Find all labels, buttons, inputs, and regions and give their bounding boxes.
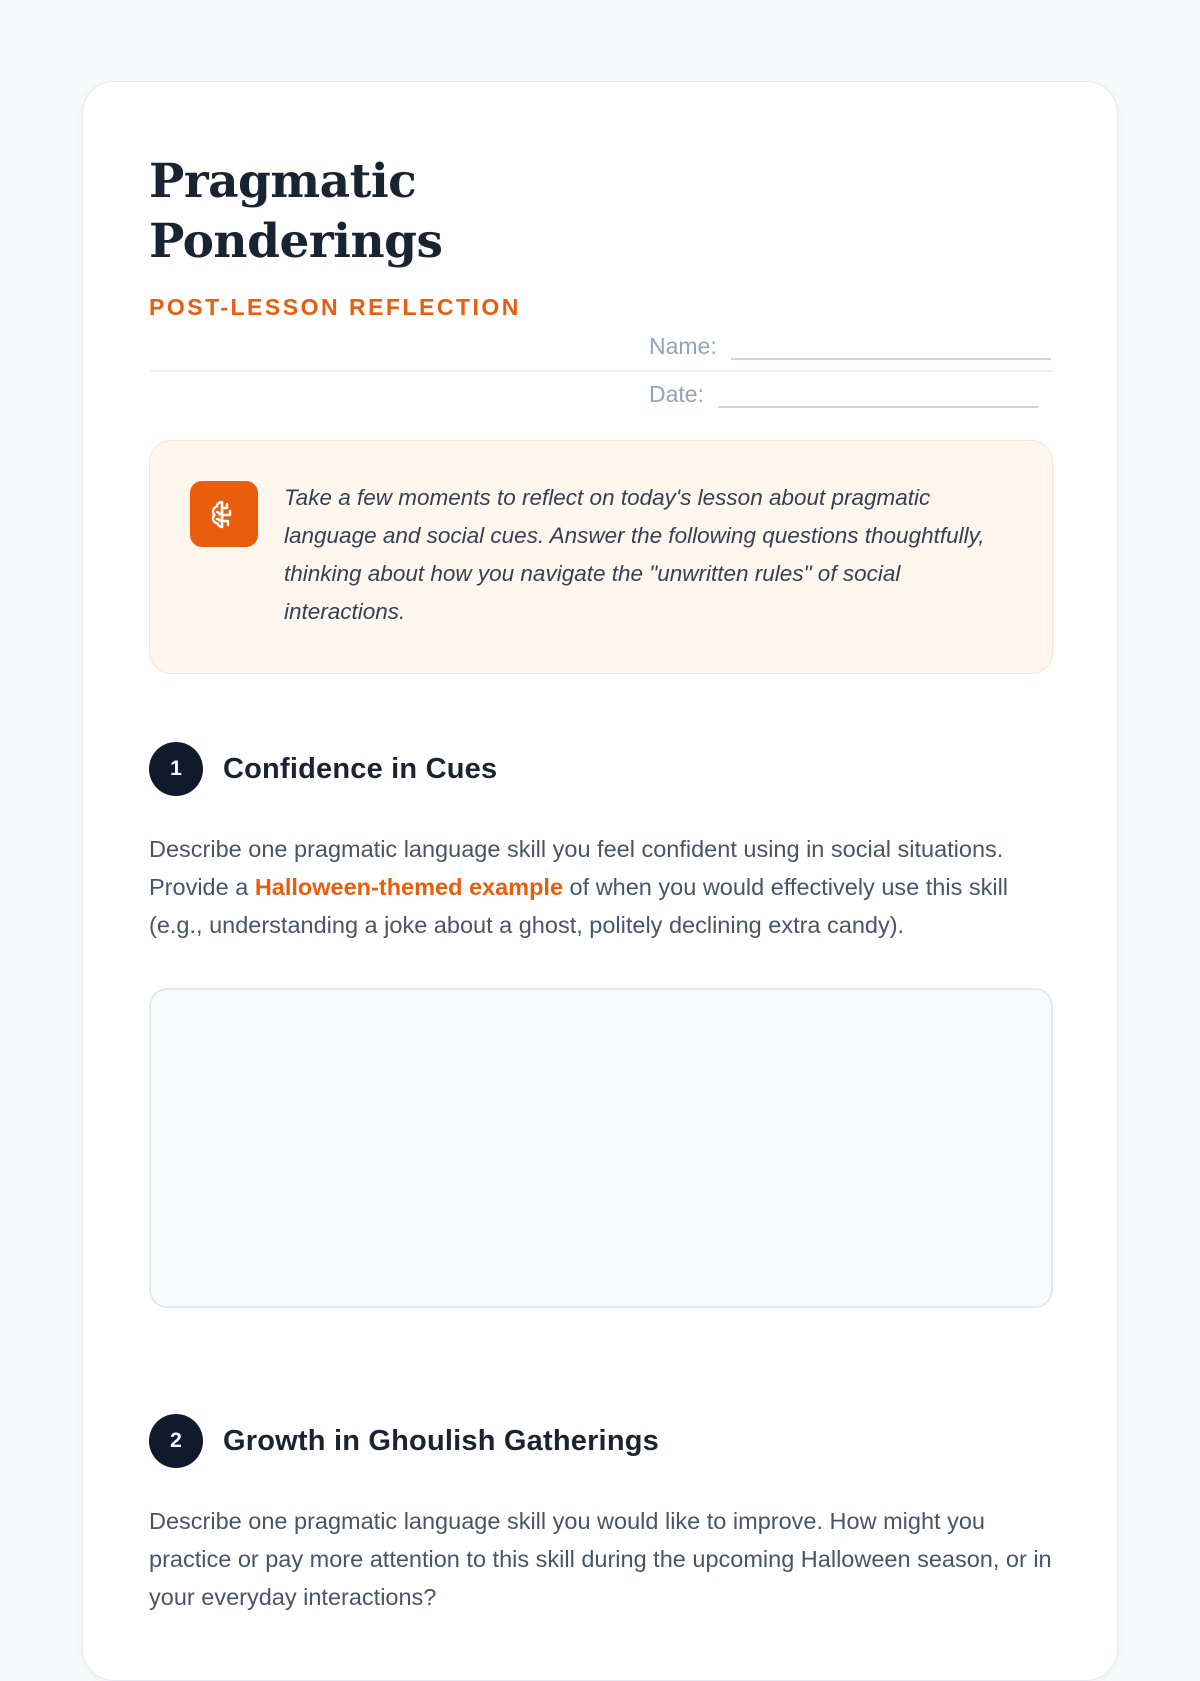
question-2-title: Growth in Ghoulish Gatherings	[223, 1424, 659, 1457]
brain-icon	[190, 481, 258, 547]
instructions-text: Take a few moments to reflect on today's lesson about pragmatic language and social cues. Answer the following questions thoughtfully, thinking about how you navigate the "unwritten rules" of social interactions.	[284, 485, 985, 624]
question-1	[149, 742, 1053, 1308]
question-number-badge: 2	[149, 1414, 203, 1468]
name-input-line[interactable]	[731, 330, 1051, 360]
page-title	[149, 152, 442, 272]
question-1-highlight: Halloween-themed example	[254, 874, 564, 900]
question-number-badge: 1	[149, 742, 203, 796]
question-1-header	[149, 742, 1053, 796]
question-1-answer-box[interactable]	[149, 988, 1053, 1308]
date-field-row	[649, 378, 1038, 408]
page-subtitle: POST-LESSON REFLECTION	[149, 294, 521, 320]
date-label: Date:	[649, 381, 704, 407]
name-field-row	[649, 330, 1051, 360]
worksheet-header	[149, 152, 1053, 452]
question-1-prompt	[149, 830, 1053, 944]
title-line-2: Ponderings	[149, 214, 443, 269]
question-1-prompt-end: of when you would effectively use this skill (e.g., understanding a joke about a ghost, politely declining extra candy).	[149, 874, 1009, 938]
worksheet-card	[82, 81, 1118, 1681]
question-2	[149, 1414, 1053, 1616]
question-1-title: Confidence in Cues	[223, 752, 498, 785]
question-2-prompt: Describe one pragmatic language skill you would like to improve. How might you practice or pay more attention to this skill during the upcoming Halloween season, or in your everyday interactions?	[149, 1508, 1052, 1610]
instructions-callout	[149, 440, 1053, 674]
question-1-prompt-start: Describe one pragmatic language skill you feel confident using in social situations. Provide a	[149, 836, 1004, 900]
header-divider	[149, 370, 1053, 372]
date-input-line[interactable]	[718, 378, 1038, 408]
name-label: Name:	[649, 333, 717, 359]
question-2-header	[149, 1414, 1053, 1468]
title-line-1: Pragmatic	[149, 154, 417, 209]
